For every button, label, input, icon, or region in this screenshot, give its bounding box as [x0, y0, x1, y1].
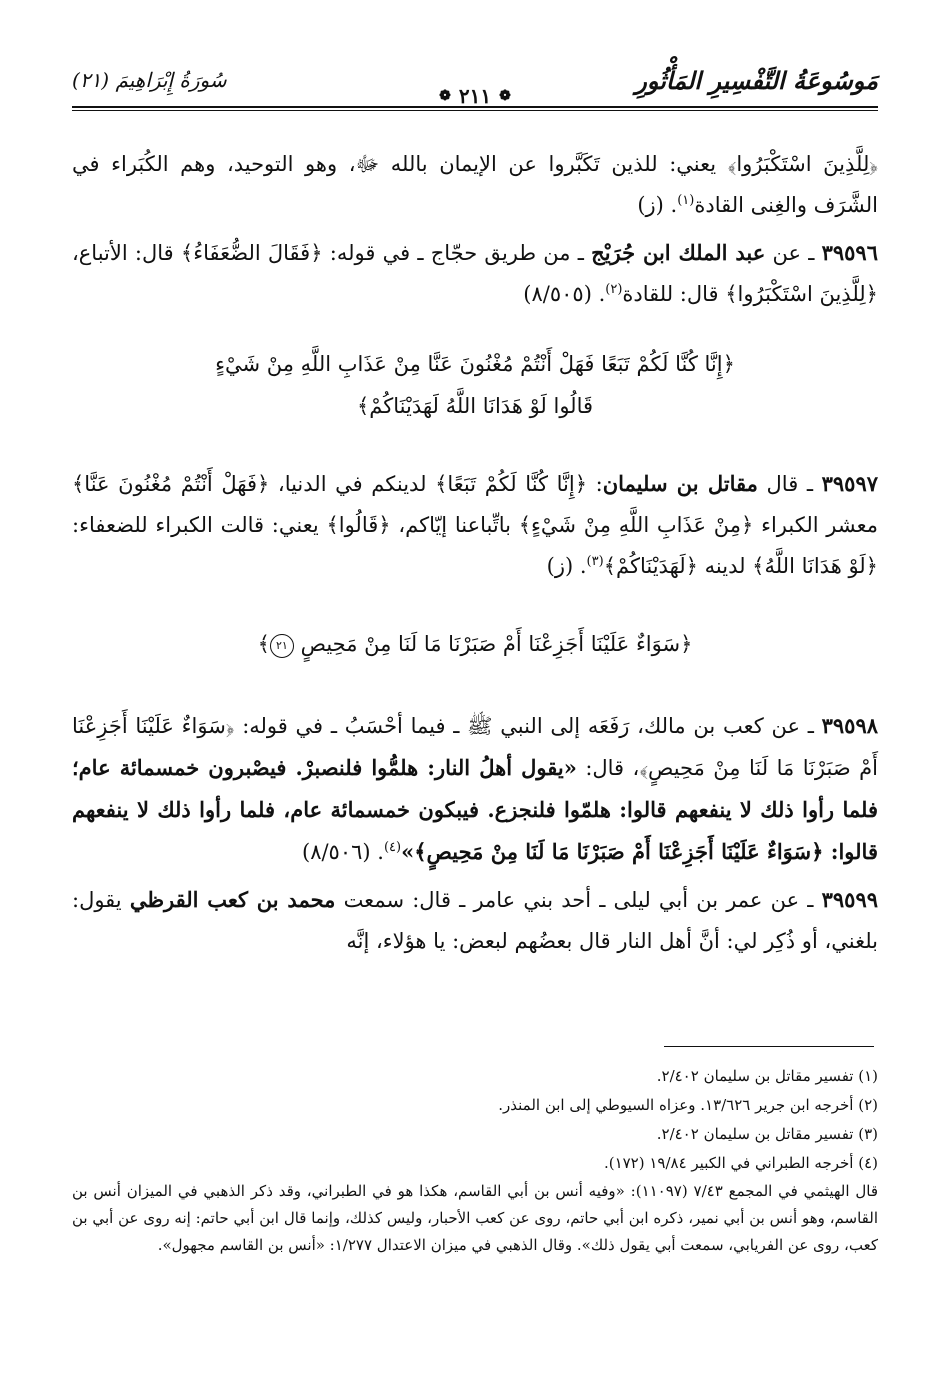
verse-text: ﴿سَوَاءٌ عَلَيْنَا أَجَزِعْنَا أَمْ صَبَرْنَا مَا لَنَا مِنْ مَحِيصٍ: [300, 632, 693, 656]
footnote-separator: [664, 1046, 874, 1047]
verse-line: [72, 623, 878, 665]
entry-lead: ـ عن: [765, 241, 822, 265]
quran-verse-block: [72, 623, 878, 665]
entry-number: ٣٩٥٩٨: [821, 713, 879, 738]
narrator-name: مقاتل بن سليمان: [602, 471, 758, 496]
verse-line: ﴿إِنَّا كُنَّا لَكُمْ تَبَعًا فَهَلْ أَنْتُمْ مُغْنُونَ عَنَّا مِنْ عَذَابِ اللَّهِ مِنْ شَيْءٍ: [215, 352, 735, 376]
footnote-marker: (٢): [605, 282, 623, 297]
entry-lead: ـ عن عمر بن أبي ليلى ـ أحد بني عامر ـ قال: سمعت: [335, 888, 822, 912]
quran-verse-block: [72, 343, 878, 427]
entry-text: ، رَفَعَه إلى النبي ﷺ ـ فيما أحْسَبُ ـ في قوله: ﴿سَوَاءٌ عَلَيْنَا أَجَزِعْنَا أَمْ صَبَرْنَا مَا لَنَا مِنْ مَحِيصٍ﴾، قال:: [72, 714, 878, 780]
verse-close: ﴾: [257, 632, 270, 656]
entry-lead: ـ قال: [757, 472, 822, 496]
footnotes: [72, 1062, 878, 1259]
narration-entry: [72, 463, 878, 587]
page-number-group: [439, 84, 511, 108]
entry-lead: ـ عن: [763, 714, 822, 738]
footnote-marker: (٣): [586, 554, 604, 569]
footnote: (٣) تفسير مقاتل بن سليمان ٢/٤٠٢.: [656, 1125, 878, 1143]
source-tag: . (ز): [546, 554, 587, 578]
verse-line: قَالُوا لَوْ هَدَانَا اللَّهُ لَهَدَيْنَاكُمْ﴾: [356, 394, 594, 418]
header-rule: [72, 106, 878, 108]
sura-label: سُورَةُ إِبْرَاهِيمَ (٢١): [72, 68, 227, 92]
commentary-text: ﴿لِلَّذِينَ اسْتَكْبَرُوا﴾ يعني: للذين تَكَبَّروا عن الإيمان بالله ﷻ، وهو التوحيد، وهم الكُبَراء في الشَّرَف والغِنى القادة: [72, 152, 878, 217]
hadith-text: «يقول أهلُ النار: هلمُّوا فلنصبرْ. فيصْبرون خمسمائة عام؛ فلما رأوا ذلك لا ينفعهم قالوا: هلمّوا فلنجزع. فيبكون خمسمائة عام، فلما رأوا ذلك لا ينفعهم قالوا: ﴿سَوَاءٌ عَلَيْنَا أَجَزِعْنَا أَمْ صَبَرْنَا مَا لَنَا مِنْ مَحِيصٍ﴾»: [72, 755, 878, 864]
ayah-number-icon: ٢١: [270, 634, 294, 658]
footnote: (٤) أخرجه الطبراني في الكبير ١٩/٨٤ (١٧٢).: [603, 1154, 878, 1172]
volume-reference: . (٨/٥٠٥): [523, 282, 606, 306]
narration-entry: [72, 705, 878, 873]
header-rule-thin: [72, 110, 878, 111]
source-tag: . (ز): [637, 193, 678, 217]
narrator-name: محمد بن كعب القرظي: [129, 887, 336, 912]
entry-text: يقول: بلغني، أو ذُكِر لي: أنَّ أهل النار قال بعضُهم لبعض: يا هؤلاء، إنَّه: [72, 888, 878, 953]
footnote-commentary: قال الهيثمي في المجمع ٧/٤٣ (١١٠٩٧): «وفيه أنس بن أبي القاسم، هكذا هو في الطبراني، وقد ذكر الذهبي في الميزان أنس بن القاسم، وهو أنس بن أبي نمير، ذكره ابن أبي حاتم، روى عن كعب الأحبار، وليس كذلك، وإنما قال ابن أبي حاتم: إنه روى عن أبي بن كعب، روى عن الفريابي، سمعت أبي يقول ذلك». وقال الذهبي في ميزان الاعتدال ١/٢٧٧: «أنس بن القاسم مجهول».: [72, 1182, 879, 1254]
footnote-marker: (٤): [383, 840, 402, 855]
footnote: (٢) أخرجه ابن جرير ١٣/٦٢٦. وعزاه السيوطي إلى ابن المنذر.: [498, 1096, 878, 1114]
narrator-name: كعب بن مالك: [643, 714, 764, 738]
commentary-paragraph: [72, 144, 878, 226]
page-number: ٢١١: [458, 84, 492, 108]
narrator-name: عبد الملك ابن جُرَيْج: [591, 240, 766, 265]
footnote: (١) تفسير مقاتل بن سليمان ٢/٤٠٢.: [656, 1067, 878, 1085]
running-header: [72, 62, 878, 108]
ornament-icon: ❁: [499, 88, 511, 104]
entry-text: ـ من طريق حجّاج ـ في قوله: ﴿فَقَالَ الضُّعَفَاءُ﴾ قال: الأتباع، ﴿لِلَّذِينَ اسْتَكْبَرُوا﴾ قال: للقادة: [72, 241, 878, 306]
main-text: [72, 144, 878, 968]
ornament-icon: ❁: [439, 88, 451, 104]
narration-entry: [72, 879, 878, 962]
entry-number: ٣٩٥٩٧: [821, 471, 879, 496]
narration-entry: [72, 232, 878, 315]
book-title: مَوسُوعَةُ التَّفْسِيرِ المَأْثُورِ: [635, 66, 878, 95]
entry-number: ٣٩٥٩٦: [821, 240, 878, 265]
entry-number: ٣٩٥٩٩: [821, 887, 879, 912]
volume-reference: . (٨/٥٠٦): [302, 840, 384, 864]
footnote-marker: (١): [677, 193, 695, 208]
entry-text: : ﴿إِنَّا كُنَّا لَكُمْ تَبَعًا﴾ لدينكم في الدنيا، ﴿فَهَلْ أَنْتُمْ مُغْنُونَ عَنَّا﴾ معشر الكبراء ﴿مِنْ عَذَابِ اللَّهِ مِنْ شَيْءٍ﴾ باتِّباعنا إيّاكم، ﴿قَالُوا﴾ يعني: قالت الكبراء للضعفاء: ﴿لَوْ هَدَانَا اللَّهُ﴾ لدينه ﴿لَهَدَيْنَاكُمْ﴾: [72, 472, 878, 578]
